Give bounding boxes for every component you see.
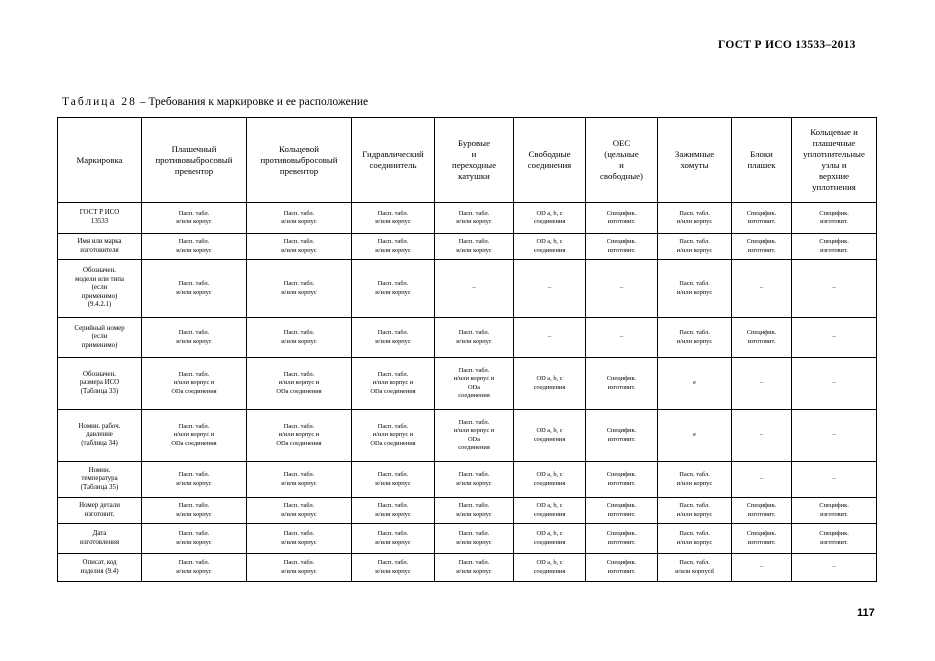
column-header: Кольцевой противовыбросовый превентор (247, 118, 352, 203)
table-cell: Пасп. табл. и/или корпус (142, 462, 247, 498)
table-cell: OD a, b, c соединения (514, 410, 586, 462)
table-cell: Пасп. табл. и/или корпус (658, 498, 732, 524)
table-cell: OD a, b, c соединения (514, 234, 586, 260)
table-cell: Специфик. изготовит. (586, 410, 658, 462)
table-cell: – (792, 318, 877, 358)
table-cell: Пасп. табл. и/или корпус (142, 203, 247, 234)
table-cell: Пасп. табл. и/или корпус (435, 203, 514, 234)
table-cell: Пасп. табл. и/или корпус (352, 462, 435, 498)
table-cell: Специфик. изготовит. (732, 234, 792, 260)
table-body (58, 203, 877, 582)
table-cell: OD a, b, c соединения (514, 203, 586, 234)
row-label: ГОСТ Р ИСО 13533 (58, 203, 142, 234)
table-cell: Специфик. изготовит. (792, 234, 877, 260)
table-cell: Пасп. табл. и/или корпус (658, 318, 732, 358)
table-row (58, 498, 877, 524)
table-row (58, 234, 877, 260)
table-cell: Специфик. изготовит. (586, 498, 658, 524)
table-cell: Специфик. изготовит. (732, 318, 792, 358)
table-cell: OD a, b, c соединения (514, 554, 586, 582)
table-cell: – (732, 410, 792, 462)
table-row (58, 410, 877, 462)
row-label: Имя или марка изготовителя (58, 234, 142, 260)
table-row (58, 358, 877, 410)
table-cell: Пасп. табл. и/или корпус (352, 260, 435, 318)
table-cell: Пасп. табл. и/или корпус (247, 234, 352, 260)
table-cell: Пасп. табл. и/или корпус и ODa соединения (352, 410, 435, 462)
table-header (58, 118, 877, 203)
table-cell: Пасп. табл. и/или корпус (142, 498, 247, 524)
table-cell: – (792, 358, 877, 410)
table-cell: Пасп. табл. и/или корпус и ODa соединения (435, 358, 514, 410)
column-header: Плашечный противовыбросовый превентор (142, 118, 247, 203)
table-cell: Пасп. табл. и/или корпус (658, 203, 732, 234)
table-cell: Пасп. табл. и/или корпусd (658, 554, 732, 582)
row-label: Обозначен. размера ИСО (Таблица 33) (58, 358, 142, 410)
table-cell: – (792, 554, 877, 582)
column-header: Маркировка (58, 118, 142, 203)
table-cell: Пасп. табл. и/или корпус (435, 234, 514, 260)
table-cell: Пасп. табл. и/или корпус (352, 554, 435, 582)
table-cell: Пасп. табл. и/или корпус (435, 498, 514, 524)
row-label: Обозначен. модели или типа (если применимо) (9.4.2.1) (58, 260, 142, 318)
table-cell: Пасп. табл. и/или корпус (247, 203, 352, 234)
row-label: Номер детали изготовит. (58, 498, 142, 524)
table-cell: Пасп. табл. и/или корпус (352, 318, 435, 358)
table-cell: Специфик. изготовит. (792, 524, 877, 554)
table-cell: Специфик. изготовит. (586, 524, 658, 554)
table-cell: e (658, 358, 732, 410)
table-cell: OD a, b, c соединения (514, 498, 586, 524)
table-cell: Специфик. изготовит. (732, 498, 792, 524)
table-cell: Специфик. изготовит. (792, 498, 877, 524)
table-cell: Пасп. табл. и/или корпус (142, 234, 247, 260)
table-cell: – (732, 554, 792, 582)
table-row (58, 260, 877, 318)
marking-requirements-table (57, 117, 877, 582)
column-header: Свободные соединения (514, 118, 586, 203)
row-label: Описат. код изделия (9.4) (58, 554, 142, 582)
table-cell: Пасп. табл. и/или корпус (352, 203, 435, 234)
table-cell: – (514, 260, 586, 318)
table-cell: Специфик. изготовит. (586, 358, 658, 410)
page-number: 117 (857, 607, 875, 619)
table-cell: Пасп. табл. и/или корпус (658, 462, 732, 498)
table-cell: Пасп. табл. и/или корпус (435, 318, 514, 358)
table-cell: Пасп. табл. и/или корпус (247, 554, 352, 582)
table-cell: Специфик. изготовит. (586, 234, 658, 260)
column-header: Кольцевые и плашечные уплотнительные узлы и верхние уплотнения (792, 118, 877, 203)
table-cell: Пасп. табл. и/или корпус (247, 462, 352, 498)
table-cell: Пасп. табл. и/или корпус и ODa соединения (435, 410, 514, 462)
table-cell: – (732, 358, 792, 410)
table-cell: – (792, 260, 877, 318)
table-cell: Специфик. изготовит. (586, 462, 658, 498)
table-cell: Специфик. изготовит. (732, 203, 792, 234)
table-cell: Пасп. табл. и/или корпус и ODa соединения (142, 358, 247, 410)
table-cell: Пасп. табл. и/или корпус (352, 234, 435, 260)
table-caption-text: – Требования к маркировке и ее расположение (136, 96, 369, 108)
table-row (58, 524, 877, 554)
table-cell: OD a, b, c соединения (514, 524, 586, 554)
table-row (58, 203, 877, 234)
table-cell: Пасп. табл. и/или корпус (658, 524, 732, 554)
table-cell: Пасп. табл. и/или корпус (352, 498, 435, 524)
table-cell: OD a, b, c соединения (514, 462, 586, 498)
table-cell: – (435, 260, 514, 318)
table-cell: Специфик. изготовит. (586, 203, 658, 234)
table-cell: Пасп. табл. и/или корпус и ODa соединения (247, 358, 352, 410)
table-cell: Пасп. табл. и/или корпус (142, 524, 247, 554)
table-cell: e (658, 410, 732, 462)
table-cell: Специфик. изготовит. (586, 554, 658, 582)
table-cell: Пасп. табл. и/или корпус (247, 498, 352, 524)
table-caption-label: Таблица 28 (62, 96, 137, 108)
table-cell: – (586, 318, 658, 358)
column-header: Блоки плашек (732, 118, 792, 203)
table-cell: – (792, 410, 877, 462)
standard-header: ГОСТ Р ИСО 13533–2013 (718, 39, 856, 51)
row-label: Серийный номер (если применимо) (58, 318, 142, 358)
table-cell: Пасп. табл. и/или корпус (247, 260, 352, 318)
column-header: Гидравлический соединитель (352, 118, 435, 203)
table-cell: Пасп. табл. и/или корпус и ODa соединения (247, 410, 352, 462)
table-caption (62, 96, 368, 108)
table-cell: – (514, 318, 586, 358)
table-row (58, 554, 877, 582)
table-cell: – (792, 462, 877, 498)
table-cell: – (732, 462, 792, 498)
column-header: Зажимные хомуты (658, 118, 732, 203)
table-row (58, 318, 877, 358)
table-cell: Пасп. табл. и/или корпус (142, 260, 247, 318)
column-header: Буровые и переходные катушки (435, 118, 514, 203)
row-label: Дата изготовления (58, 524, 142, 554)
table-cell: Пасп. табл. и/или корпус (658, 234, 732, 260)
table-cell: Пасп. табл. и/или корпус и ODa соединения (142, 410, 247, 462)
table-cell: – (732, 260, 792, 318)
table-cell: Пасп. табл. и/или корпус (435, 554, 514, 582)
table-cell: Специфик. изготовит. (792, 203, 877, 234)
row-label: Номин. температура (Таблица 35) (58, 462, 142, 498)
column-header: ОЕС (цельные и свободные) (586, 118, 658, 203)
table-cell: Пасп. табл. и/или корпус (658, 260, 732, 318)
table-cell: Пасп. табл. и/или корпус и ODa соединения (352, 358, 435, 410)
header-row (58, 118, 877, 203)
table-row (58, 462, 877, 498)
table-cell: Пасп. табл. и/или корпус (247, 524, 352, 554)
row-label: Номин. рабоч. давление (таблица 34) (58, 410, 142, 462)
table-cell: Пасп. табл. и/или корпус (352, 524, 435, 554)
table-cell: – (586, 260, 658, 318)
table-cell: Пасп. табл. и/или корпус (142, 554, 247, 582)
table-cell: Специфик. изготовит. (732, 524, 792, 554)
table-cell: Пасп. табл. и/или корпус (435, 524, 514, 554)
table-cell: Пасп. табл. и/или корпус (435, 462, 514, 498)
table-cell: Пасп. табл. и/или корпус (142, 318, 247, 358)
table-cell: OD a, b, c соединения (514, 358, 586, 410)
table-cell: Пасп. табл. и/или корпус (247, 318, 352, 358)
